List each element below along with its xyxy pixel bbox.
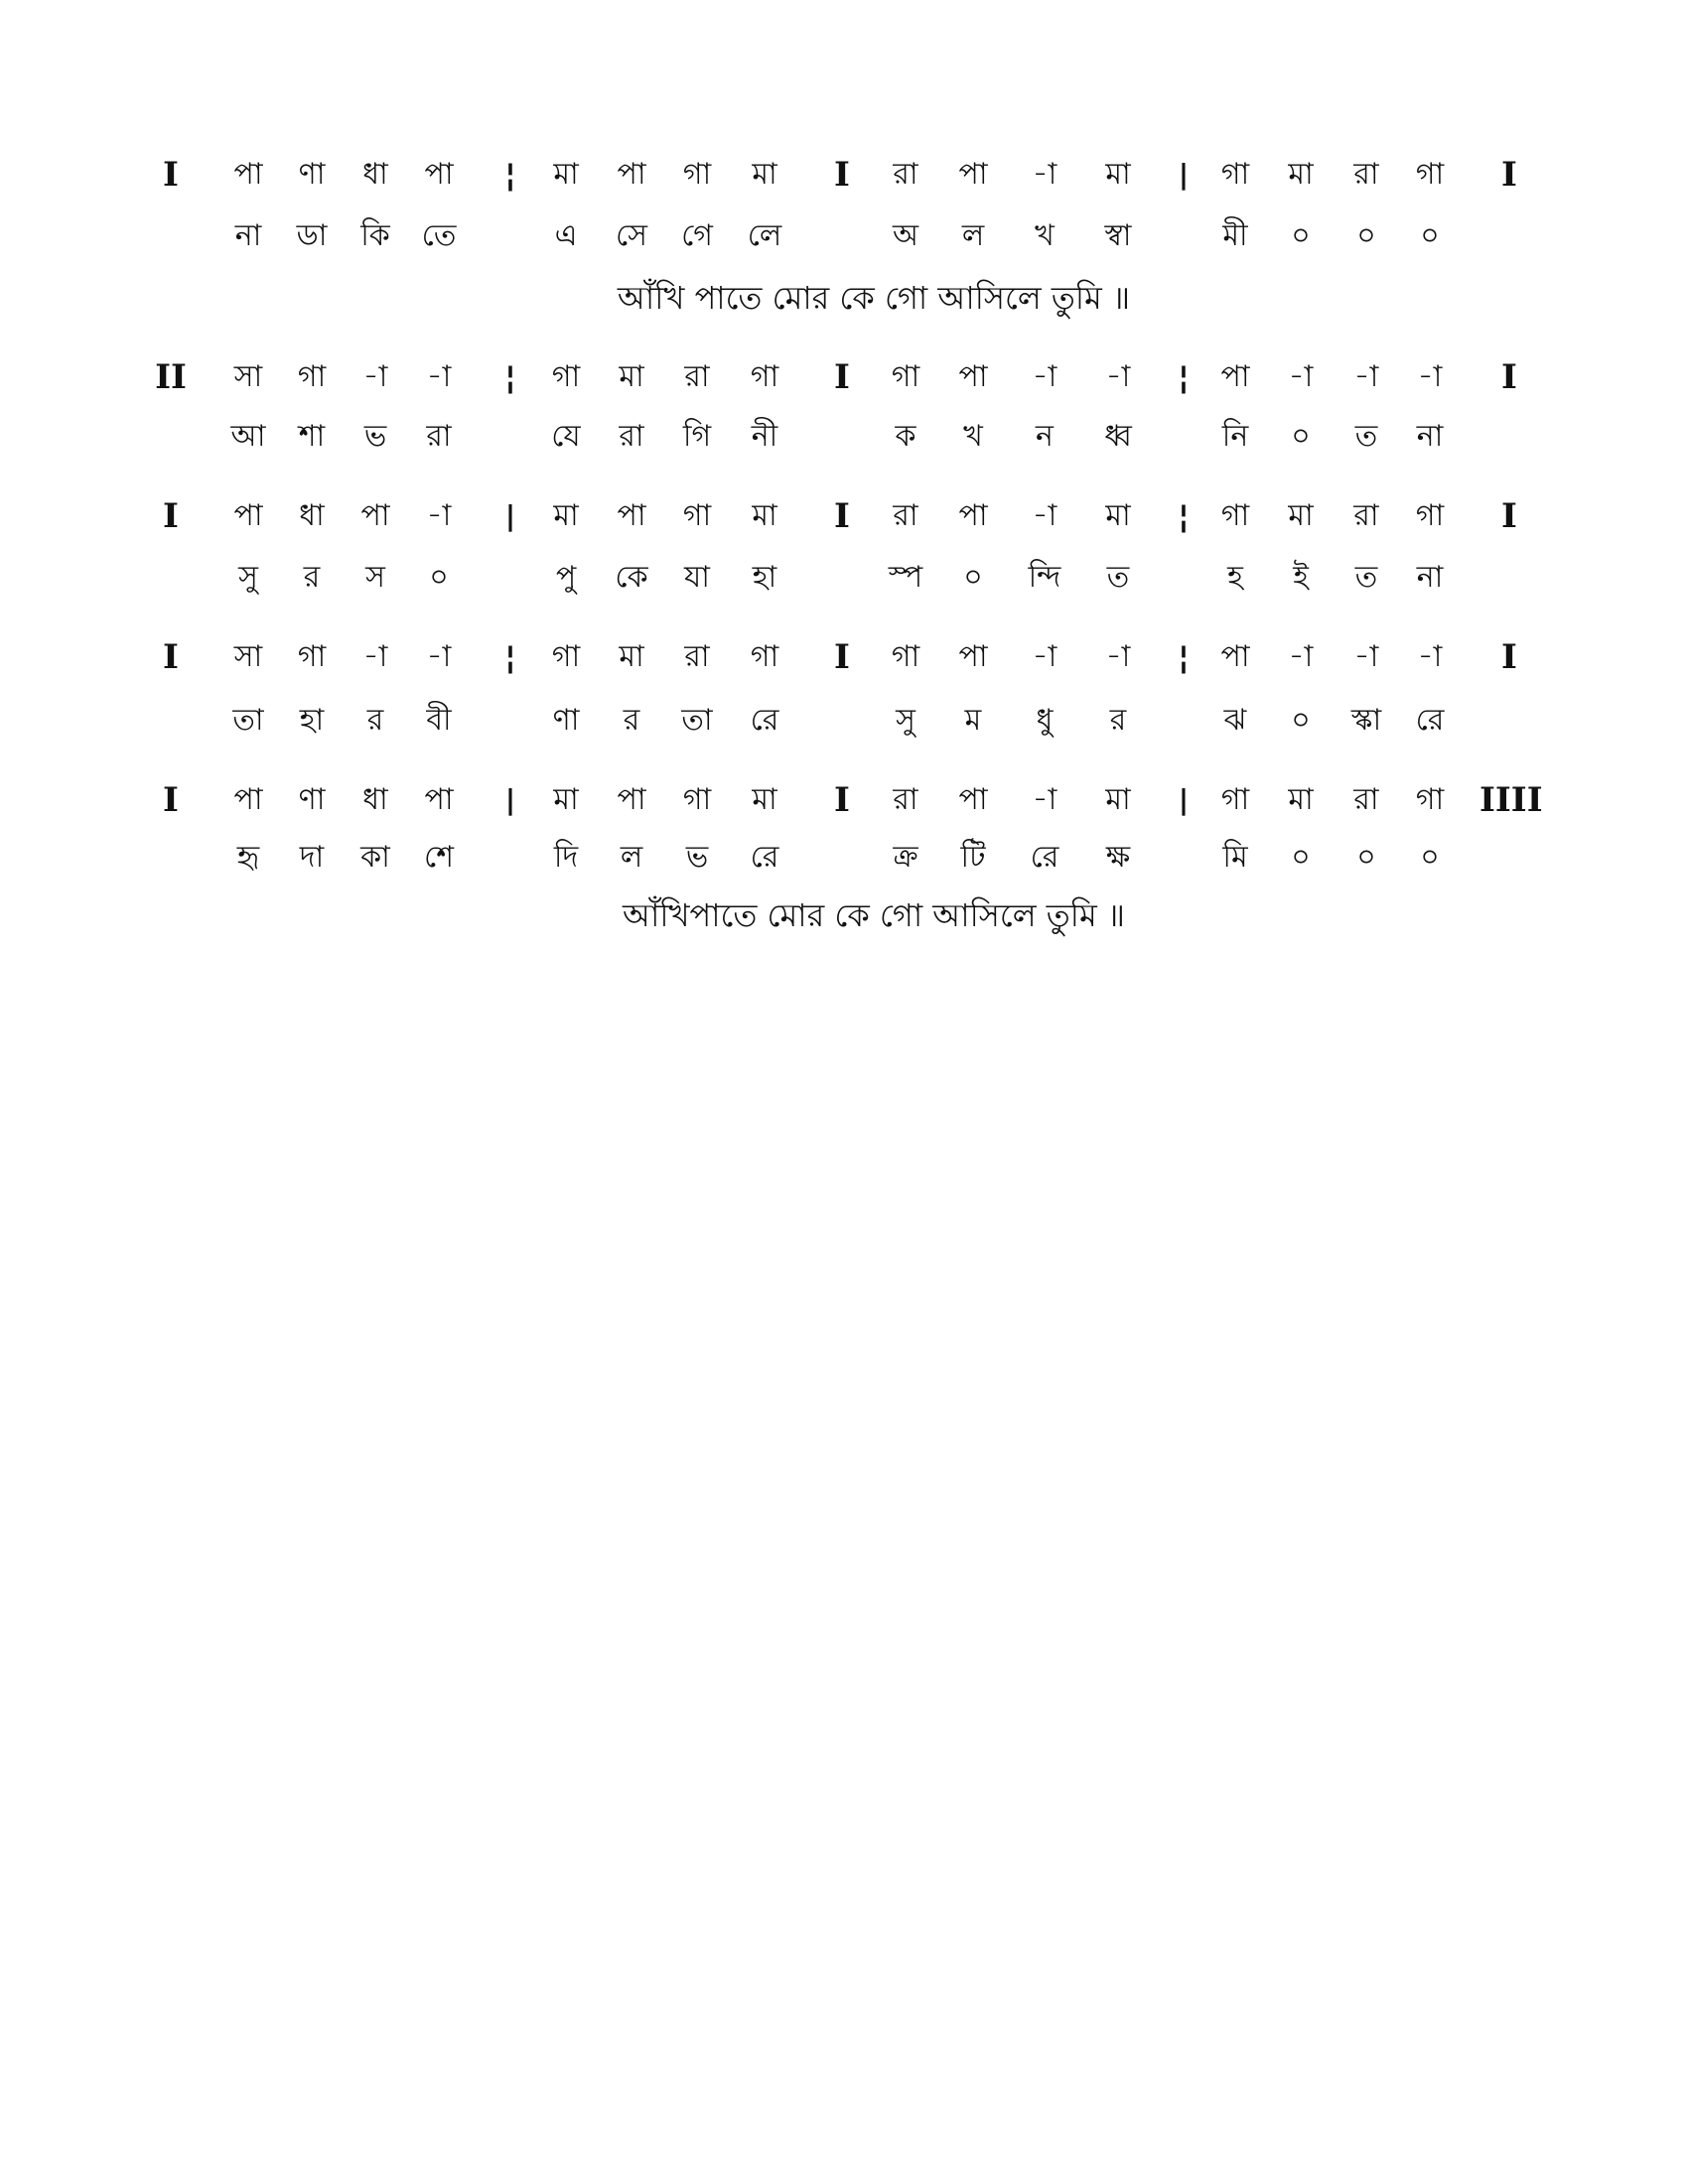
lyric-syllable: দা bbox=[299, 840, 325, 875]
lyric-syllable: কে bbox=[615, 560, 648, 595]
swara-note: পা bbox=[233, 782, 263, 817]
lyric-syllable: না bbox=[234, 218, 262, 253]
bar-line: ¦ bbox=[1178, 497, 1190, 535]
lyric-syllable: যা bbox=[684, 560, 710, 595]
lyric-row-4 bbox=[0, 691, 1688, 751]
lyric-syllable: ০ bbox=[1291, 840, 1311, 875]
swara-note: রা bbox=[893, 157, 918, 192]
lyric-syllable: যে bbox=[551, 419, 581, 454]
swara-note: গা bbox=[682, 498, 712, 533]
lyric-syllable: গে bbox=[681, 218, 713, 253]
lyric-syllable: খ bbox=[1035, 218, 1055, 253]
lyric-row-2 bbox=[0, 407, 1688, 467]
section-mark: I bbox=[1501, 357, 1517, 397]
swara-note: সা bbox=[233, 639, 263, 674]
swara-row-1 bbox=[0, 145, 1688, 205]
swara-row-2 bbox=[0, 347, 1688, 407]
lyric-syllable: কা bbox=[360, 840, 390, 875]
lyric-syllable: নী bbox=[751, 419, 778, 454]
bar-line: ¦ bbox=[504, 156, 516, 194]
swara-note: মা bbox=[1288, 782, 1314, 817]
lyric-syllable: রে bbox=[1415, 703, 1445, 738]
lyric-syllable: না bbox=[1416, 419, 1444, 454]
swara-note: রা bbox=[684, 639, 710, 674]
lyric-syllable: হা bbox=[299, 703, 325, 738]
refrain-line: আঁখিপাতে মোর কে গো আসিলে তুমি ॥ bbox=[623, 896, 1125, 934]
swara-note: পা bbox=[958, 157, 988, 192]
swara-note: গা bbox=[1415, 157, 1445, 192]
lyric-syllable: ক্ষ bbox=[1105, 840, 1131, 875]
lyric-syllable: বী bbox=[426, 703, 452, 738]
lyric-syllable: এ bbox=[554, 218, 578, 253]
section-mark: I bbox=[1501, 637, 1517, 677]
swara-note: পা bbox=[1220, 359, 1250, 394]
swara-note: -া bbox=[1288, 359, 1314, 394]
swara-note: -া bbox=[426, 359, 452, 394]
lyric-syllable: না bbox=[1416, 560, 1444, 595]
swara-note: গা bbox=[891, 359, 920, 394]
swara-note: পা bbox=[424, 157, 454, 192]
lyric-syllable: স্বা bbox=[1104, 218, 1132, 253]
swara-note: রা bbox=[684, 359, 710, 394]
swara-note: মা bbox=[1288, 498, 1314, 533]
swara-note: ধা bbox=[299, 498, 325, 533]
lyric-syllable: রে bbox=[750, 840, 779, 875]
lyric-syllable: ত bbox=[1354, 419, 1378, 454]
swara-note: গা bbox=[1220, 157, 1250, 192]
swara-note: -া bbox=[1032, 782, 1057, 817]
lyric-syllable: ০ bbox=[1356, 840, 1376, 875]
lyric-row-3 bbox=[0, 548, 1688, 608]
swara-note: মা bbox=[1288, 157, 1314, 192]
swara-note: মা bbox=[1105, 498, 1131, 533]
lyric-syllable: ০ bbox=[1356, 218, 1376, 253]
lyric-syllable: খ bbox=[963, 419, 983, 454]
lyric-syllable: র bbox=[623, 703, 640, 738]
swara-note: পা bbox=[617, 782, 646, 817]
swara-note: -া bbox=[362, 359, 388, 394]
bar-line: ¦ bbox=[1178, 638, 1190, 676]
swara-note: -া bbox=[1032, 498, 1057, 533]
refrain-line: আঁখি পাতে মোর কে গো আসিলে তুমি ॥ bbox=[617, 279, 1131, 317]
swara-note: গা bbox=[297, 359, 327, 394]
swara-note: পা bbox=[1220, 639, 1250, 674]
lyric-syllable: ন্দি bbox=[1028, 560, 1061, 595]
bar-line: | bbox=[504, 499, 516, 532]
lyric-syllable: রা bbox=[619, 419, 644, 454]
swara-note: গা bbox=[682, 782, 712, 817]
swara-note: -া bbox=[1288, 639, 1314, 674]
section-mark: I bbox=[163, 155, 179, 195]
swara-note: -া bbox=[426, 498, 452, 533]
swara-note: গা bbox=[551, 639, 581, 674]
lyric-syllable: স্প bbox=[888, 560, 923, 595]
lyric-syllable: টি bbox=[960, 840, 986, 875]
lyric-syllable: র bbox=[303, 560, 321, 595]
swara-note: পা bbox=[958, 782, 988, 817]
swara-note: -া bbox=[1417, 639, 1443, 674]
lyric-syllable: মি bbox=[1222, 840, 1248, 875]
swara-note: -া bbox=[1032, 359, 1057, 394]
swara-note: মা bbox=[1105, 782, 1131, 817]
swara-note: মা bbox=[752, 782, 777, 817]
lyric-syllable: ডা bbox=[296, 218, 328, 253]
lyric-syllable: রে bbox=[750, 703, 779, 738]
swara-row-5 bbox=[0, 770, 1688, 830]
lyric-syllable: হ bbox=[1227, 560, 1243, 595]
swara-note: -া bbox=[1353, 359, 1379, 394]
lyric-row-1 bbox=[0, 206, 1688, 266]
swara-note: গা bbox=[750, 639, 779, 674]
swara-row-4 bbox=[0, 627, 1688, 687]
lyric-syllable: ন bbox=[1036, 419, 1054, 454]
bar-line: ¦ bbox=[504, 358, 516, 396]
section-mark: I bbox=[1501, 155, 1517, 195]
swara-note: পা bbox=[233, 498, 263, 533]
lyric-syllable: ০ bbox=[1291, 703, 1311, 738]
swara-note: -া bbox=[1105, 639, 1131, 674]
lyric-syllable: লে bbox=[747, 218, 782, 253]
lyric-syllable: কি bbox=[360, 218, 390, 253]
swara-note: গা bbox=[1415, 498, 1445, 533]
lyric-syllable: রে bbox=[1030, 840, 1059, 875]
swara-note: পা bbox=[360, 498, 390, 533]
swara-note: -া bbox=[1417, 359, 1443, 394]
lyric-syllable: মী bbox=[1222, 218, 1248, 253]
lyric-syllable: রা bbox=[426, 419, 452, 454]
swara-note: রা bbox=[1353, 157, 1379, 192]
lyric-syllable: শে bbox=[424, 840, 454, 875]
section-mark: I bbox=[834, 155, 850, 195]
section-mark: I bbox=[1501, 496, 1517, 536]
swara-row-3 bbox=[0, 486, 1688, 546]
swara-note: মা bbox=[553, 782, 579, 817]
section-mark: I bbox=[163, 637, 179, 677]
section-mark: I bbox=[834, 496, 850, 536]
lyric-syllable: ০ bbox=[1420, 218, 1440, 253]
lyric-syllable: ধ্ব bbox=[1104, 419, 1132, 454]
swara-note: গা bbox=[1220, 782, 1250, 817]
lyric-syllable: শা bbox=[298, 419, 326, 454]
lyric-row-5 bbox=[0, 828, 1688, 887]
lyric-syllable: ত bbox=[1106, 560, 1130, 595]
lyric-syllable: অ bbox=[893, 218, 918, 253]
swara-note: মা bbox=[1105, 157, 1131, 192]
lyric-syllable: ই bbox=[1293, 560, 1309, 595]
section-mark: I bbox=[163, 496, 179, 536]
swara-note: গা bbox=[891, 639, 920, 674]
swara-note: -া bbox=[1353, 639, 1379, 674]
lyric-syllable: ০ bbox=[1291, 218, 1311, 253]
bar-line: | bbox=[504, 783, 516, 816]
lyric-syllable: স bbox=[365, 560, 385, 595]
swara-note: মা bbox=[553, 157, 579, 192]
lyric-syllable: ভ bbox=[363, 419, 387, 454]
lyric-syllable: আ bbox=[230, 419, 266, 454]
lyric-syllable: ঝ bbox=[1223, 703, 1247, 738]
lyric-syllable: তে bbox=[421, 218, 457, 253]
swara-note: পা bbox=[958, 639, 988, 674]
lyric-syllable: ণা bbox=[552, 703, 580, 738]
swara-note: মা bbox=[752, 157, 777, 192]
swara-note: মা bbox=[752, 498, 777, 533]
lyric-syllable: ক bbox=[895, 419, 916, 454]
section-mark: I bbox=[834, 780, 850, 820]
swara-note: পা bbox=[424, 782, 454, 817]
lyric-syllable: পু bbox=[555, 560, 577, 595]
swara-note: -া bbox=[362, 639, 388, 674]
lyric-syllable: ক্র bbox=[893, 840, 918, 875]
swara-note: -া bbox=[1032, 639, 1057, 674]
lyric-syllable: ০ bbox=[963, 560, 983, 595]
lyric-syllable: ০ bbox=[1291, 419, 1311, 454]
lyric-syllable: স্কা bbox=[1350, 703, 1382, 738]
swara-note: গা bbox=[750, 359, 779, 394]
swara-note: সা bbox=[233, 359, 263, 394]
swara-note: ণা bbox=[298, 157, 326, 192]
lyric-syllable: সু bbox=[238, 560, 258, 595]
lyric-syllable: ম bbox=[964, 703, 982, 738]
swara-note: ণা bbox=[298, 782, 326, 817]
swara-note: পা bbox=[233, 157, 263, 192]
swara-note: রা bbox=[1353, 782, 1379, 817]
bar-line: | bbox=[1178, 158, 1190, 191]
section-mark: IIII bbox=[1479, 780, 1543, 820]
swara-note: পা bbox=[617, 498, 646, 533]
bar-line: ¦ bbox=[504, 638, 516, 676]
section-mark: I bbox=[834, 357, 850, 397]
lyric-syllable: ল bbox=[961, 218, 985, 253]
section-mark: I bbox=[163, 780, 179, 820]
swara-note: রা bbox=[893, 498, 918, 533]
swara-note: মা bbox=[619, 639, 644, 674]
lyric-syllable: হৃ bbox=[236, 840, 260, 875]
swara-note: গা bbox=[297, 639, 327, 674]
lyric-syllable: গি bbox=[682, 419, 712, 454]
swara-note: মা bbox=[553, 498, 579, 533]
swara-note: গা bbox=[682, 157, 712, 192]
bar-line: | bbox=[1178, 783, 1190, 816]
swara-note: ধা bbox=[362, 782, 388, 817]
lyric-syllable: ত bbox=[1354, 560, 1378, 595]
bar-line: ¦ bbox=[1178, 358, 1190, 396]
lyric-syllable: র bbox=[366, 703, 384, 738]
lyric-syllable: ধু bbox=[1036, 703, 1054, 738]
lyric-syllable: সে bbox=[616, 218, 647, 253]
section-mark: I bbox=[834, 637, 850, 677]
swara-note: গা bbox=[1415, 782, 1445, 817]
section-mark: II bbox=[155, 357, 187, 397]
lyric-syllable: সু bbox=[896, 703, 915, 738]
lyric-syllable: তা bbox=[232, 703, 264, 738]
lyric-syllable: ০ bbox=[429, 560, 449, 595]
swara-note: রা bbox=[893, 782, 918, 817]
swara-note: পা bbox=[958, 359, 988, 394]
swara-note: গা bbox=[1220, 498, 1250, 533]
lyric-syllable: র bbox=[1109, 703, 1127, 738]
lyric-syllable: ভ bbox=[685, 840, 709, 875]
swara-note: পা bbox=[617, 157, 646, 192]
lyric-syllable: দি bbox=[553, 840, 579, 875]
swara-note: ধা bbox=[362, 157, 388, 192]
swara-note: -া bbox=[1032, 157, 1057, 192]
swara-note: -া bbox=[426, 639, 452, 674]
swara-note: পা bbox=[958, 498, 988, 533]
lyric-syllable: ০ bbox=[1420, 840, 1440, 875]
lyric-syllable: তা bbox=[681, 703, 713, 738]
swara-note: রা bbox=[1353, 498, 1379, 533]
lyric-syllable: নি bbox=[1221, 419, 1249, 454]
lyric-syllable: হা bbox=[752, 560, 777, 595]
swara-note: গা bbox=[551, 359, 581, 394]
swara-note: -া bbox=[1105, 359, 1131, 394]
lyric-syllable: ল bbox=[620, 840, 643, 875]
swara-note: মা bbox=[619, 359, 644, 394]
